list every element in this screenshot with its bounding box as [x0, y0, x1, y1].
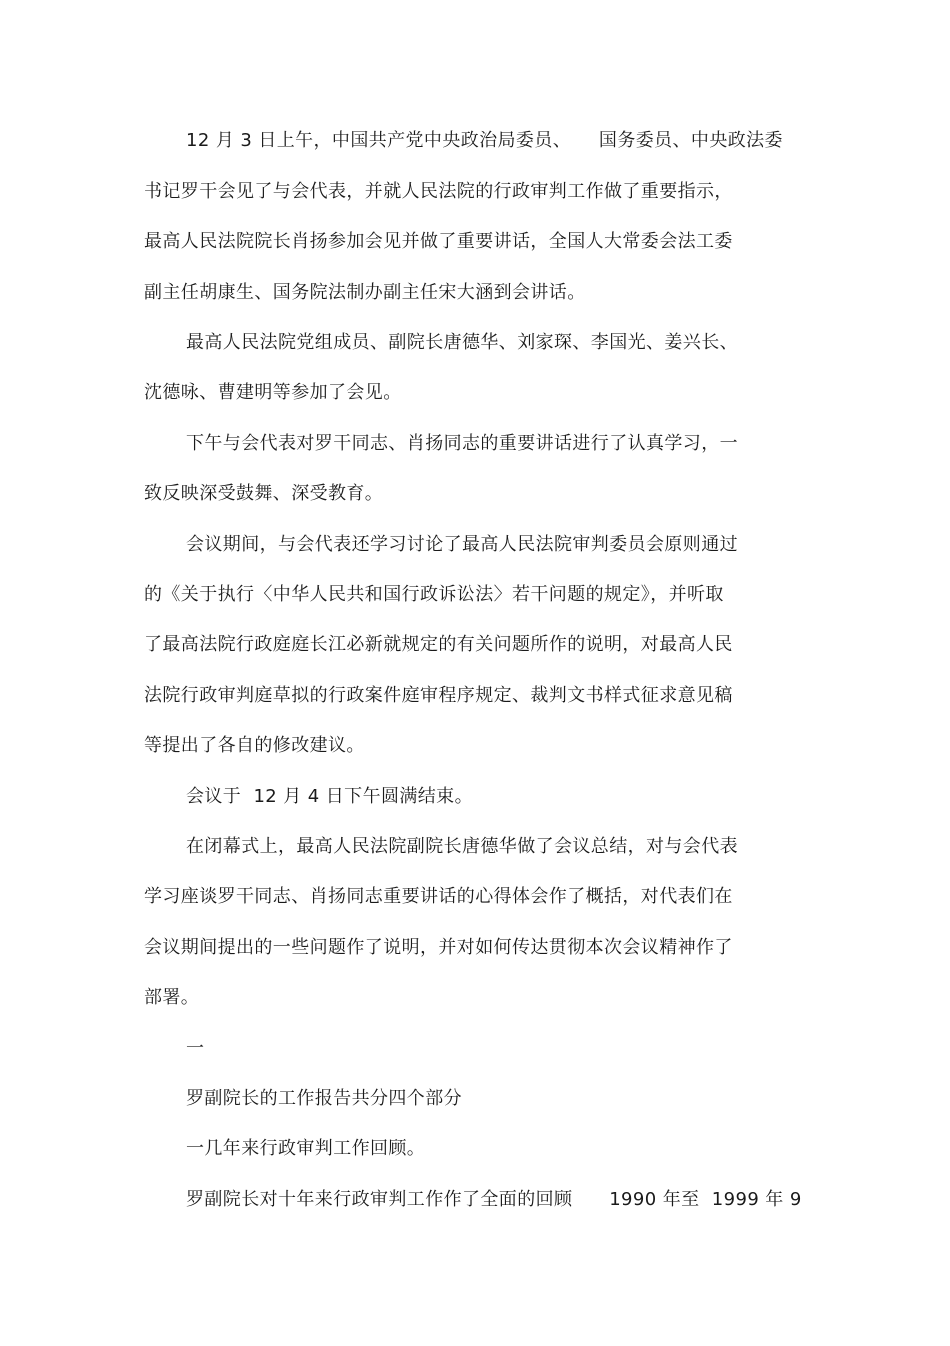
paragraph-line: 学习座谈罗干同志、肖扬同志重要讲话的心得体会作了概括，对代表们在 — [144, 886, 733, 907]
paragraph-line: 沈德咏、曹建明等参加了会见。 — [144, 382, 402, 403]
paragraph-line: 副主任胡康生、国务院法制办副主任宋大涵到会讲话。 — [144, 282, 586, 303]
paragraph-line: 罗副院长的工作报告共分四个部分 — [186, 1088, 462, 1109]
paragraph-line: 法院行政审判庭草拟的行政案件庭审程序规定、裁判文书样式征求意见稿 — [144, 685, 733, 706]
paragraph-line: 的《关于执行〈中华人民共和国行政诉讼法〉若干问题的规定》，并听取 — [144, 584, 724, 605]
paragraph-line: 下午与会代表对罗干同志、肖扬同志的重要讲话进行了认真学习，一 — [186, 433, 738, 454]
paragraph-line: 最高人民法院院长肖扬参加会见并做了重要讲话，全国人大常委会法工委 — [144, 231, 733, 252]
paragraph-line: 最高人民法院党组成员、副院长唐德华、刘家琛、李国光、姜兴长、 — [186, 332, 738, 353]
paragraph-line: 会议期间提出的一些问题作了说明，并对如何传达贯彻本次会议精神作了 — [144, 937, 733, 958]
paragraph-line: 一几年来行政审判工作回顾。 — [186, 1138, 426, 1159]
paragraph-line: 会议于 12 月 4 日下午圆满结束。 — [186, 786, 473, 807]
paragraph-line: 12 月 3 日上午，中国共产党中央政治局委员、 国务委员、中央政法委 — [186, 130, 783, 151]
section-heading: 一 — [186, 1038, 205, 1059]
paragraph-line: 书记罗干会见了与会代表，并就人民法院的行政审判工作做了重要指示， — [144, 181, 733, 202]
paragraph-line: 致反映深受鼓舞、深受教育。 — [144, 483, 384, 504]
paragraph-line: 在闭幕式上，最高人民法院副院长唐德华做了会议总结，对与会代表 — [186, 836, 738, 857]
paragraph-line: 等提出了各自的修改建议。 — [144, 735, 365, 756]
paragraph-line: 了最高法院行政庭庭长江必新就规定的有关问题所作的说明，对最高人民 — [144, 634, 733, 655]
paragraph-line: 罗副院长对十年来行政审判工作作了全面的回顾 1990 年至 1999 年 9 — [186, 1189, 802, 1210]
paragraph-line: 会议期间，与会代表还学习讨论了最高人民法院审判委员会原则通过 — [186, 534, 738, 555]
paragraph-line: 部署。 — [144, 987, 200, 1008]
